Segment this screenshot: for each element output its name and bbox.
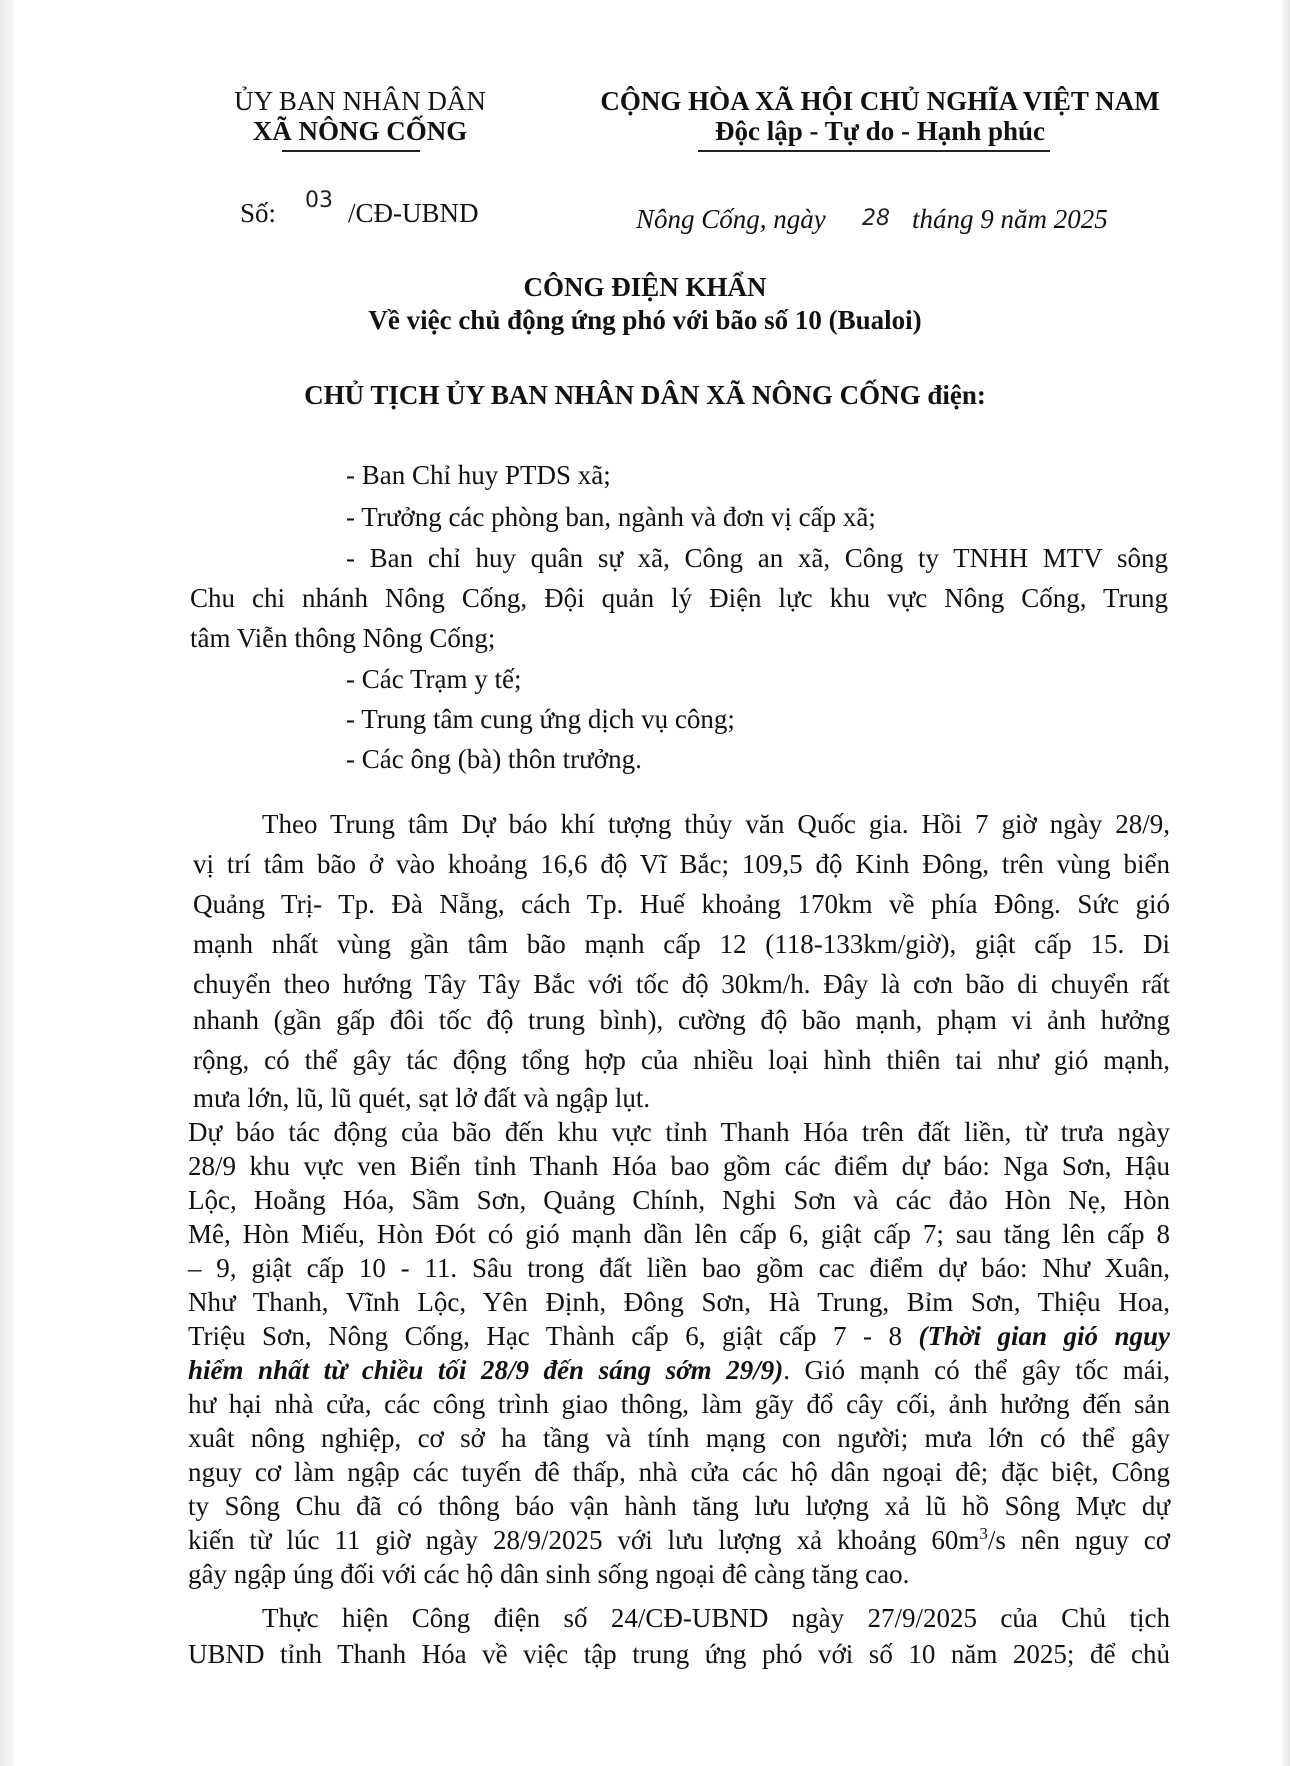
paragraph-1-line: Quảng Trị- Tp. Đà Nẵng, cách Tp. Huế khoảng 170km về phía Đông. Sức gió: [193, 889, 1170, 919]
paragraph-2-line: xuât nông nghiệp, cơ sở ha tầng và tính mạng con người; mưa lớn có thể gây: [188, 1423, 1170, 1453]
recipient-item: - Ban Chỉ huy PTDS xã;: [346, 460, 611, 490]
paragraph-1-line: Theo Trung tâm Dự báo khí tượng thủy văn Quốc gia. Hồi 7 giờ ngày 28/9,: [262, 809, 1170, 839]
recipient-item-cont: Chu chi nhánh Nông Cống, Đội quản lý Điện lực khu vực Nông Cống, Trung: [190, 583, 1168, 613]
paragraph-2-line: Mê, Hòn Miếu, Hòn Đót có gió mạnh dần lên cấp 6, giật cấp 7; sau tăng lên cấp 8: [188, 1219, 1170, 1249]
date-part1: Nông Cống, ngày: [636, 204, 826, 234]
paragraph-2-line: Như Thanh, Vĩnh Lộc, Yên Định, Đông Sơn, Hà Trung, Bỉm Sơn, Thiệu Hoa,: [188, 1287, 1170, 1317]
paragraph-2-line: ty Sông Chu đã có thông báo vận hành tăng lưu lượng xả lũ hồ Sông Mực dự: [188, 1491, 1170, 1521]
paragraph-2-line: 28/9 khu vực ven Biển tỉnh Thanh Hóa bao gồm các điểm dự báo: Nga Sơn, Hậu: [188, 1151, 1170, 1181]
date-part2: tháng 9 năm 2025: [912, 204, 1108, 234]
paragraph-2-line: nguy cơ làm ngập các tuyến đê thấp, nhà cửa các hộ dân ngoại đê; đặc biệt, Công: [188, 1457, 1170, 1487]
doc-title: CÔNG ĐIỆN KHẨN: [523, 272, 767, 302]
paragraph-2-line: – 9, giật cấp 10 - 11. Sâu trong đất liền bao gồm cac điểm dự báo: Như Xuân,: [188, 1253, 1170, 1283]
paragraph-1-line: nhanh (gần gấp đôi tốc độ trung bình), cường độ bão mạnh, phạm vi ảnh hưởng: [193, 1005, 1170, 1035]
recipient-item: - Các Trạm y tế;: [346, 664, 522, 694]
agency-line1: ỦY BAN NHÂN DÂN: [234, 86, 486, 116]
paragraph-2-text: Triệu Sơn, Nông Cống, Hạc Thành cấp 6, giật cấp 7 - 8: [188, 1321, 902, 1351]
paragraph-2-line: [188, 1318, 1170, 1355]
paragraph-2-line: Dự báo tác động của bão đến khu vực tỉnh Thanh Hóa trên đất liền, từ trưa ngày: [188, 1117, 1170, 1147]
recipient-item-cont: tâm Viễn thông Nông Cống;: [190, 623, 496, 653]
paragraph-3-line: Thực hiện Công điện số 24/CĐ-UBND ngày 27/9/2025 của Chủ tịch: [262, 1603, 1170, 1633]
superscript: 3: [979, 1524, 988, 1543]
paragraph-2-line: [188, 1522, 1170, 1559]
recipient-item: - Trưởng các phòng ban, ngành và đơn vị cấp xã;: [346, 502, 876, 532]
country-line1: CỘNG HÒA XÃ HỘI CHỦ NGHĨA VIỆT NAM: [600, 86, 1160, 116]
paragraph-2-line: gây ngập úng đối với các hộ dân sinh sống ngoại đê càng tăng cao.: [188, 1559, 910, 1589]
paragraph-2-line: [188, 1352, 1170, 1389]
paragraph-2-line: hư hại nhà cửa, các công trình giao thông, làm gãy đổ cây cối, ảnh hưởng đến sản: [188, 1389, 1170, 1419]
date-day: 28: [862, 206, 890, 231]
paragraph-1-line: mạnh nhất vùng gần tâm bão mạnh cấp 12 (118-133km/giờ), giật cấp 15. Di: [193, 929, 1170, 959]
agency-underline: [282, 150, 420, 152]
recipient-item: - Các ông (bà) thôn trưởng.: [346, 744, 642, 774]
doc-subtitle: Về việc chủ động ứng phó với bão số 10 (Bualoi): [368, 305, 922, 335]
paragraph-2-text: . Gió mạnh có thể gây tốc mái,: [783, 1355, 1170, 1385]
paragraph-2-text: /s nên nguy cơ: [987, 1525, 1170, 1555]
motto-underline: [698, 150, 1050, 152]
paragraph-1-line: rộng, có thể gây tác động tổng hợp của nhiều loại hình thiên tai như gió mạnh,: [193, 1045, 1170, 1075]
paragraph-2-text: kiến từ lúc 11 giờ ngày 28/9/2025 với lưu lượng xả khoảng 60m: [188, 1525, 980, 1555]
paragraph-1-line: mưa lớn, lũ, lũ quét, sạt lở đất và ngập lụt.: [193, 1083, 651, 1113]
paragraph-1-line: vị trí tâm bão ở vào khoảng 16,6 độ Vĩ Bắc; 109,5 độ Kinh Đông, trên vùng biển: [193, 849, 1170, 879]
paragraph-2-line: Lộc, Hoằng Hóa, Sầm Sơn, Quảng Chính, Nghi Sơn và các đảo Hòn Nẹ, Hòn: [188, 1185, 1170, 1215]
emphasis-text: (Thời gian gió nguy: [918, 1321, 1170, 1351]
paragraph-3-line: UBND tỉnh Thanh Hóa về việc tập trung ứng phó với số 10 năm 2025; để chủ: [188, 1639, 1170, 1669]
recipient-item: - Trung tâm cung ứng dịch vụ công;: [346, 704, 735, 734]
sender-line: CHỦ TỊCH ỦY BAN NHÂN DÂN XÃ NÔNG CỐNG điện:: [304, 380, 986, 410]
agency-line2: XÃ NÔNG CỐNG: [252, 116, 468, 146]
doc-number-value: 03: [305, 188, 333, 213]
emphasis-text: hiểm nhất từ chiều tối 28/9 đến sáng sớm 29/9): [188, 1355, 784, 1385]
country-motto: Độc lập - Tự do - Hạnh phúc: [714, 116, 1046, 146]
recipient-item: - Ban chỉ huy quân sự xã, Công an xã, Công ty TNHH MTV sông: [346, 543, 1168, 573]
paragraph-1-line: chuyển theo hướng Tây Tây Bắc với tốc độ 30km/h. Đây là cơn bão di chuyển rất: [193, 969, 1170, 999]
doc-number-suffix: /CĐ-UBND: [348, 198, 479, 228]
doc-number-prefix: Số:: [240, 198, 277, 228]
